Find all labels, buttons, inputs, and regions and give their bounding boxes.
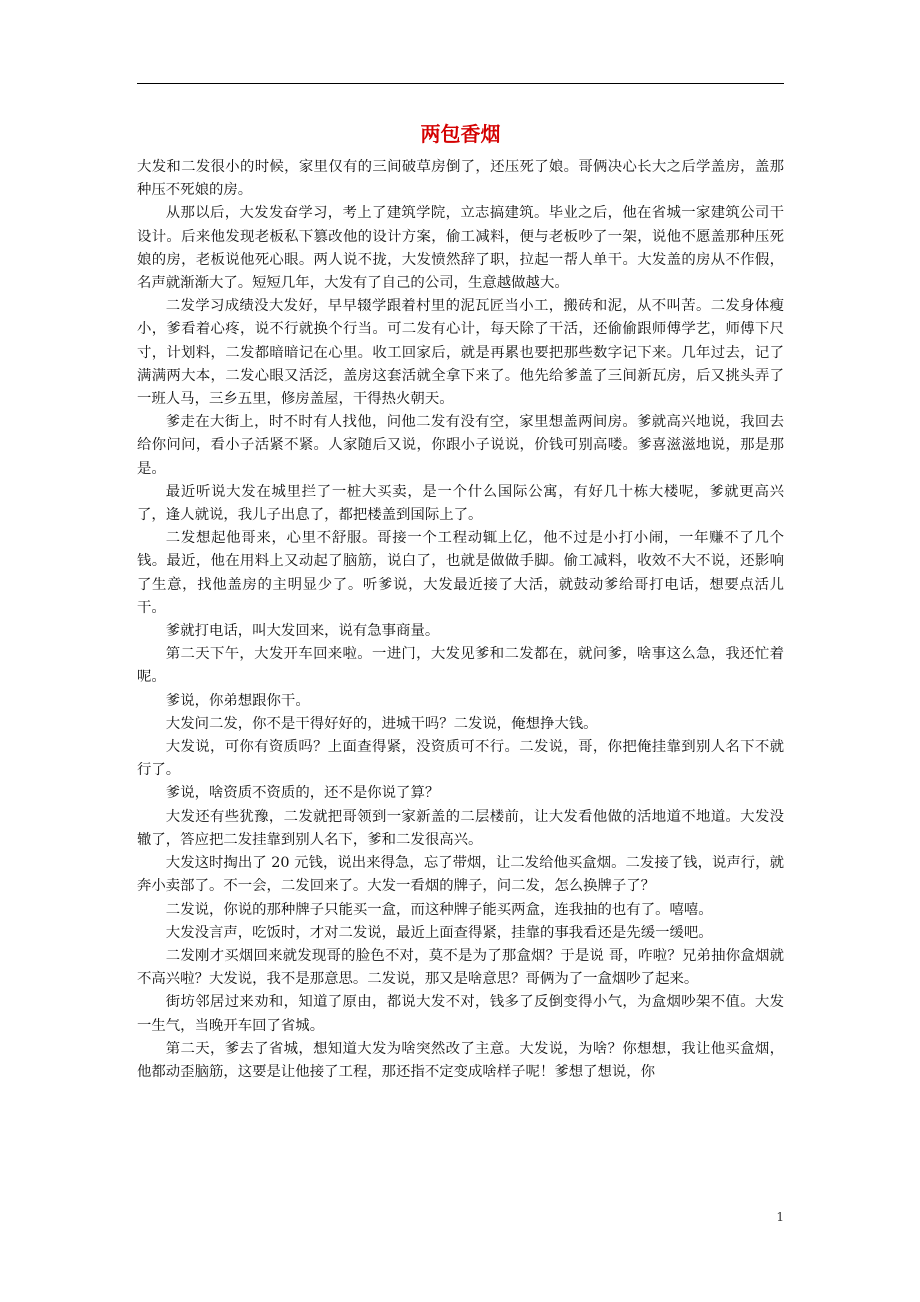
paragraph: 爹走在大街上，时不时有人找他，问他二发有没有空，家里想盖两间房。爹就高兴地说，我回去给你问问，看小子活紧不紧。人家随后又说，你跟小子说说，价钱可别高喽。爹喜滋滋地说，那是那是。 <box>137 414 784 477</box>
article-title: 两包香烟 <box>420 122 501 146</box>
paragraph: 爹说，啥资质不资质的，还不是你说了算？ <box>165 785 440 802</box>
paragraph: 大发这时掏出了 20 元钱，说出来得急，忘了带烟，让二发给他买盒烟。二发接了钱，说声行，就奔小卖部了。不一会，二发回来了。大发一看烟的牌子，问二发，怎么换牌子了？ <box>137 855 784 895</box>
paragraph: 二发刚才买烟回来就发现哥的脸色不对，莫不是为了那盒烟？于是说 哥，咋啦？兄弟抽你盒烟就不高兴啦？大发说，我不是那意思。二发说，那又是啥意思？哥俩为了一盒烟吵了起来。 <box>137 947 784 988</box>
paragraph: 大发没言声，吃饭时，才对二发说，最近上面查得紧，挂靠的事我看还是先缓一缓吧。 <box>165 924 713 941</box>
article-body <box>137 156 784 1084</box>
paragraph: 二发想起他哥来，心里不舒服。哥接一个工程动辄上亿，他不过是小打小闹，一年赚不了几个钱。最近，他在用料上又动起了脑筋，说白了，也就是做做手脚。偷工减料，收效不大不说，还影响了生意，找他盖房的主明显少了。听爹说，大发最近接了大活，就鼓动爹给哥打电话，想要点活儿干。 <box>137 530 784 616</box>
paragraph: 爹说，你弟想跟你干。 <box>165 692 310 709</box>
paragraph: 大发说，可你有资质吗？上面查得紧，没资质可不行。二发说，哥，你把俺挂靠到别人名下不就行了。 <box>137 739 784 779</box>
paragraph: 二发说，你说的那种牌子只能买一盒，而这种牌子能买两盒，连我抽的也有了。嘻嘻。 <box>165 901 713 918</box>
paragraph: 最近听说大发在城里拦了一桩大买卖，是一个什么国际公寓，有好几十栋大楼呢，爹就更高兴了，逢人就说，我儿子出息了，都把楼盖到国际上了。 <box>137 483 784 524</box>
page-number: 1 <box>776 1210 784 1224</box>
header-rule <box>137 83 784 84</box>
paragraph: 第二天下午，大发开车回来啦。一进门，大发见爹和二发都在，就问爹，啥事这么急，我还忙着呢。 <box>137 646 784 686</box>
paragraph: 大发还有些犹豫，二发就把哥领到一家新盖的二层楼前，让大发看他做的活地道不地道。大发没辙了，答应把二发挂靠到别人名下，爹和二发很高兴。 <box>137 808 784 848</box>
paragraph: 二发学习成绩没大发好，早早辍学跟着村里的泥瓦匠当小工，搬砖和泥，从不叫苦。二发身体瘦小，爹看着心疼，说不行就换个行当。可二发有心计，每天除了干活，还偷偷跟师傅学艺，师傅下尺寸，计划料，二发都暗暗记在心里。收工回家后，就是再累也要把那些数字记下来。几年过去，记了满满两大本，二发心眼又活泛，盖房这套活就全拿下来了。他先给爹盖了三间新瓦房，后又挑头弄了一班人马，三乡五里，修房盖屋，干得热火朝天。 <box>137 298 784 408</box>
paragraph: 第二天，爹去了省城，想知道大发为啥突然改了主意。大发说，为啥？你想想，我让他买盒烟，他都动歪脑筋，这要是让他接了工程，那还指不定变成啥样子呢！爹想了想说，你 <box>137 1040 784 1080</box>
paragraph: 大发问二发，你不是干得好好的，进城干吗？二发说，俺想挣大钱。 <box>165 715 598 732</box>
paragraph: 大发和二发很小的时候，家里仅有的三间破草房倒了，还压死了娘。哥俩决心长大之后学盖房，盖那种压不死娘的房。 <box>137 159 784 199</box>
paragraph: 街坊邻居过来劝和，知道了原由，都说大发不对，钱多了反倒变得小气，为盒烟吵架不值。大发一生气，当晚开车回了省城。 <box>137 994 784 1034</box>
paragraph: 爹就打电话，叫大发回来，说有急事商量。 <box>165 623 440 640</box>
paragraph: 从那以后，大发发奋学习，考上了建筑学院，立志搞建筑。毕业之后，他在省城一家建筑公司干设计。后来他发现老板私下篡改他的设计方案，偷工减料，便与老板吵了一架，说他不愿盖那种压死娘的房，老板说他死心眼。两人说不拢，大发愤然辞了职，拉起一帮人单干。大发盖的房从不作假，名声就渐渐大了。短短几年，大发有了自己的公司，生意越做越大。 <box>137 205 784 292</box>
